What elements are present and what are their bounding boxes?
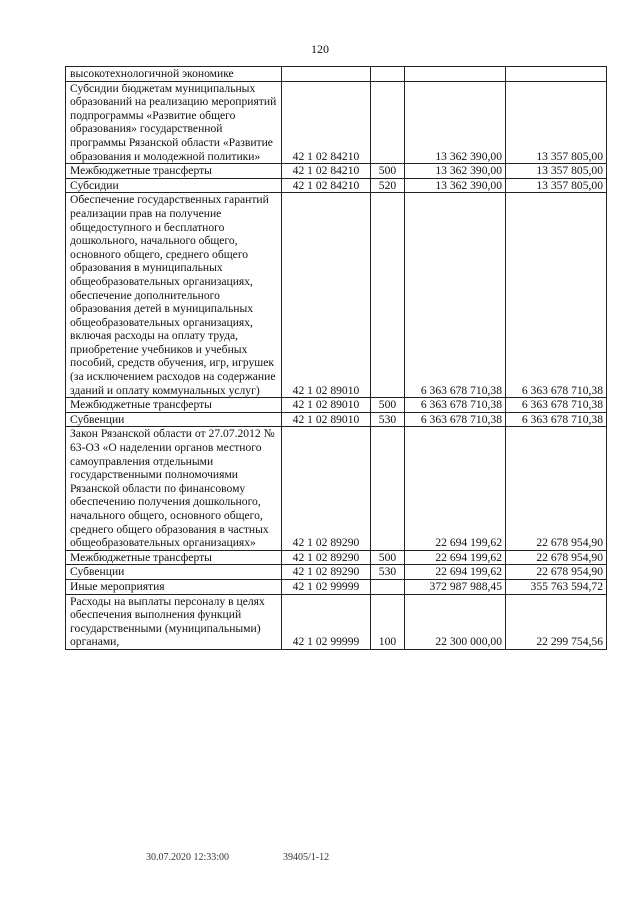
table-row [66, 427, 607, 550]
row-amount-planned [405, 67, 506, 82]
row-amount-executed: 13 357 805,00 [506, 178, 607, 193]
row-amount-planned: 22 694 199,62 [405, 565, 506, 580]
row-amount-executed: 6 363 678 710,38 [506, 193, 607, 398]
row-expense-type [371, 67, 405, 82]
row-target-code: 42 1 02 89010 [282, 193, 371, 398]
row-target-code: 42 1 02 89290 [282, 565, 371, 580]
row-amount-planned: 13 362 390,00 [405, 81, 506, 164]
row-amount-planned: 372 987 988,45 [405, 579, 506, 594]
row-name: Обеспечение государственных гарантий реализации прав на получение общедоступного и бесплатного дошкольного, начального общего, основного общего, среднего общего образования в муниципальных общеобразовательных организациях, обеспечение дополнительного образования детей в муниципальных общеобразовательных организациях, включая расходы на оплату труда, приобретение учебников и учебных пособий, средств обучения, игр, игрушек (за исключением расходов на содержание зданий и оплату коммунальных услуг) [66, 193, 282, 398]
row-name: Иные мероприятия [66, 579, 282, 594]
row-target-code: 42 1 02 89290 [282, 550, 371, 565]
footer-doc-number: 39405/1-12 [283, 852, 330, 863]
row-name: Субсидии [66, 178, 282, 193]
row-amount-executed: 6 363 678 710,38 [506, 412, 607, 427]
row-target-code: 42 1 02 89290 [282, 427, 371, 550]
row-amount-executed: 22 678 954,90 [506, 427, 607, 550]
table-row [66, 67, 607, 82]
row-expense-type [371, 427, 405, 550]
table-row [66, 398, 607, 413]
row-amount-planned: 13 362 390,00 [405, 178, 506, 193]
row-amount-planned: 6 363 678 710,38 [405, 398, 506, 413]
budget-table [65, 66, 607, 650]
row-amount-planned: 13 362 390,00 [405, 164, 506, 179]
table-row [66, 193, 607, 398]
page-number: 120 [311, 42, 329, 56]
table-row [66, 550, 607, 565]
table-row [66, 579, 607, 594]
table-row [66, 594, 607, 649]
row-target-code: 42 1 02 84210 [282, 178, 371, 193]
row-name: Межбюджетные трансферты [66, 398, 282, 413]
table-row [66, 164, 607, 179]
row-amount-executed: 13 357 805,00 [506, 164, 607, 179]
row-name: высокотехнологичной экономике [66, 67, 282, 82]
row-amount-executed: 6 363 678 710,38 [506, 398, 607, 413]
row-target-code [282, 67, 371, 82]
row-expense-type: 530 [371, 565, 405, 580]
row-amount-planned: 6 363 678 710,38 [405, 412, 506, 427]
row-expense-type [371, 579, 405, 594]
table-row [66, 178, 607, 193]
row-expense-type: 500 [371, 164, 405, 179]
row-expense-type: 530 [371, 412, 405, 427]
row-name: Субвенции [66, 412, 282, 427]
row-expense-type: 520 [371, 178, 405, 193]
row-amount-planned: 22 694 199,62 [405, 550, 506, 565]
row-amount-planned: 6 363 678 710,38 [405, 193, 506, 398]
row-amount-executed: 13 357 805,00 [506, 81, 607, 164]
row-amount-executed: 22 678 954,90 [506, 565, 607, 580]
row-name: Межбюджетные трансферты [66, 550, 282, 565]
row-target-code: 42 1 02 89010 [282, 398, 371, 413]
row-target-code: 42 1 02 99999 [282, 594, 371, 649]
row-target-code: 42 1 02 89010 [282, 412, 371, 427]
row-expense-type: 100 [371, 594, 405, 649]
row-amount-planned: 22 300 000,00 [405, 594, 506, 649]
row-expense-type: 500 [371, 398, 405, 413]
row-name: Субвенции [66, 565, 282, 580]
footer-datetime: 30.07.2020 12:33:00 [146, 852, 230, 863]
table-row [66, 565, 607, 580]
row-name: Субсидии бюджетам муниципальных образований на реализацию мероприятий подпрограммы «Развитие общего образования» государственной программы Рязанской области «Развитие образования и молодежной политики» [66, 81, 282, 164]
row-amount-executed [506, 67, 607, 82]
row-amount-executed: 355 763 594,72 [506, 579, 607, 594]
row-expense-type [371, 193, 405, 398]
row-expense-type [371, 81, 405, 164]
row-target-code: 42 1 02 99999 [282, 579, 371, 594]
table-row [66, 81, 607, 164]
row-name: Межбюджетные трансферты [66, 164, 282, 179]
table-row [66, 412, 607, 427]
row-target-code: 42 1 02 84210 [282, 81, 371, 164]
row-target-code: 42 1 02 84210 [282, 164, 371, 179]
row-expense-type: 500 [371, 550, 405, 565]
row-name: Закон Рязанской области от 27.07.2012 № 63-ОЗ «О наделении органов местного самоуправления отдельными государственными полномочиями Рязанской области по финансовому обеспечению получения дошкольного, начального общего, основного общего, среднего общего образования в частных общеобразовательных организациях» [66, 427, 282, 550]
row-amount-executed: 22 299 754,56 [506, 594, 607, 649]
row-amount-executed: 22 678 954,90 [506, 550, 607, 565]
row-amount-planned: 22 694 199,62 [405, 427, 506, 550]
row-name: Расходы на выплаты персоналу в целях обеспечения выполнения функций государственными (муниципальными) органами, [66, 594, 282, 649]
